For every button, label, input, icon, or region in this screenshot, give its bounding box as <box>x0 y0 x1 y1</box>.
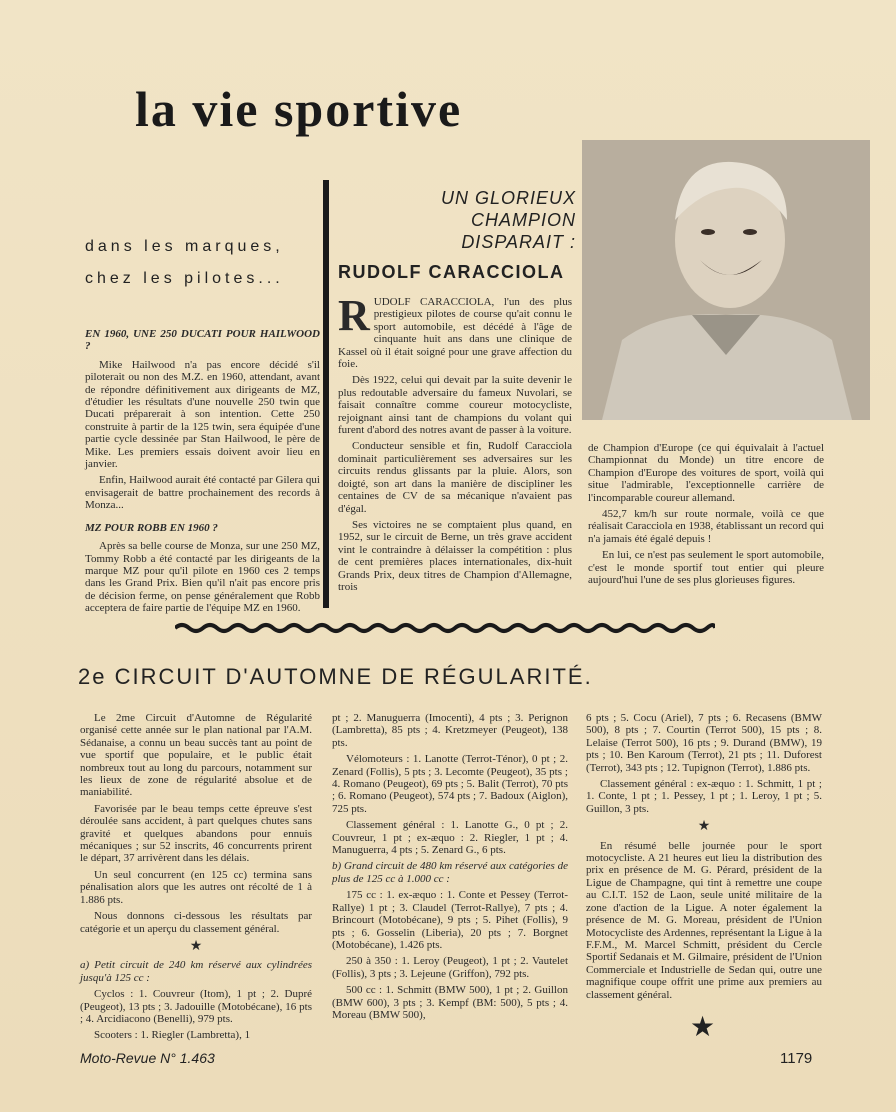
kicker-line: DISPARAIT : <box>461 232 576 252</box>
portrait-illustration <box>582 140 870 420</box>
paragraph: Ses victoires ne se comptaient plus quand, en 1952, sur le circuit de Berne, un très grave accident vint le contraindre à délaisser la compétition : plus de cent premières places internationales, dix-huit Grands Prix, deux titres de Champion d'Allemagne, trois <box>338 518 572 593</box>
paragraph: Dès 1922, celui qui devait par la suite devenir le plus redoutable adversaire du fameux Nuvolari, se faisait connaître comme coureur motocycliste, rejoignant ainsi tant de champions du volant qui furent d'abord des notres avant de passer à la voiture. <box>338 374 572 437</box>
decorative-wave-rule <box>175 620 715 636</box>
magazine-issue: Moto-Revue N° 1.463 <box>80 1050 215 1066</box>
paragraph: Favorisée par le beau temps cette épreuve s'est déroulée sans accident, à part quelques chutes sans gravité et quelques abandons pour ennuis mécaniques ; sur 52 inscrits, 46 concurrents prirent le départ, 37 arrivèrent dans les délais. <box>80 802 312 865</box>
paragraph: Nous donnons ci-dessous les résultats par catégorie et un aperçu du classement général. <box>80 910 312 935</box>
paragraph: Conducteur sensible et fin, Rudolf Caracciola dominait particulièrement ses adversaires sur les circuits rendus glissants par la pluie. Alors, son doigté, son art dans la manière de discipliner les centaines de CV de sa mécanique n'avaient pas d'égal. <box>338 440 572 515</box>
paragraph: Cyclos : 1. Couvreur (Itom), 1 pt ; 2. Dupré (Peugeot), 13 pts ; 3. Jadouille (Motobécane), 16 pts ; 4. Arcidiacono (Benelli), 979 pts. <box>80 988 312 1025</box>
kicker-line: CHAMPION <box>470 210 576 230</box>
paragraph-text: UDOLF CARACCIOLA, l'un des plus prestigieux pilotes de course qu'ait connu le sport automobile, est décédé à l'âge de cinquante huit ans dans une clinique de Kassel où il était soigné pour une grave affection du foie. <box>338 296 572 371</box>
paragraph: a) Petit circuit de 240 km réservé aux cylindrées jusqu'à 125 cc : <box>80 959 312 984</box>
paragraph: 500 cc : 1. Schmitt (BMW 500), 1 pt ; 2. Guillon (BMW 600), 3 pts ; 3. Kempf (BM: 500), 5 pts ; 4. Moreau (BMW 500), <box>332 984 568 1021</box>
paragraph: pt ; 2. Manuguerra (Imocenti), 4 pts ; 3. Perignon (Lambretta), 85 pts ; 4. Kretzmeyer (Peugeot), 138 pts. <box>332 712 568 749</box>
paragraph: Classement général : ex-æquo : 1. Schmitt, 1 pt ; 1. Conte, 1 pt ; 1. Pessey, 1 pt ; 1. Leroy, 1 pt ; 5. Guillon, 3 pts. <box>586 778 822 815</box>
star-icon: ★ <box>697 819 711 835</box>
circuit-column-3 <box>586 712 822 1005</box>
paragraph: En lui, ce n'est pas seulement le sport automobile, c'est le monde sportif tout entier qui pleure aujourd'hui l'une de ses plus glorieuses figures. <box>588 549 824 587</box>
circuit-column-1 <box>80 712 312 1046</box>
paragraph: 175 cc : 1. ex-æquo : 1. Conte et Pessey (Terrot-Rallye) 1 pt ; 3. Claudel (Terrot-Rallye), 7 pts ; 4. Brincourt (Motobécane), 9 pts ; 5. Pihet (Follis), 9 pts ; 6. Gosselin (Liberia), 20 pts ; 7. Borgnet (Motobécane), 1.426 pts. <box>332 889 568 951</box>
page-number: 1179 <box>780 1050 813 1067</box>
star-icon: ★ <box>189 938 203 954</box>
paragraph: Un seul concurrent (en 125 cc) termina sans pénalisation alors que les autres ont récolté de 1 à 1.886 pts. <box>80 868 312 906</box>
large-star-icon: ★ <box>690 1012 716 1043</box>
drop-cap: R <box>338 291 370 340</box>
subhead-line-2: chez les pilotes... <box>85 270 284 287</box>
paragraph: Enfin, Hailwood aurait été contacté par Gilera qui envisagerait de battre prochainement des records à Monza... <box>85 474 320 512</box>
paragraph: b) Grand circuit de 480 km réservé aux catégories de plus de 125 cc à 1.000 cc : <box>332 860 568 885</box>
paragraph: Scooters : 1. Riegler (Lambretta), 1 <box>94 1029 251 1042</box>
caracciola-photo <box>582 140 870 420</box>
feature-column-1 <box>338 291 572 597</box>
paragraph: Après sa belle course de Monza, sur une 250 MZ, Tommy Robb a été contacté par les dirigeants de la marque MZ pour qu'il pilote en 1960 ces 2 temps dans les Grand Prix. Bien qu'il n'ait pas encore pris de décision ferme, on pense généralement que Robb acceptera de faire partie de l'équipe MZ en 1960. <box>85 540 320 615</box>
page-headline: la vie sportive <box>135 81 463 137</box>
paragraph <box>338 291 572 371</box>
paragraph: En résumé belle journée pour le sport motocycliste. A 21 heures eut lieu la distribution des prix en présence de M. G. Pérard, président de la Ligue de Champagne, qui tint à remettre une coupe au C.I.T. 152 de Laon, seule unité militaire de la zone d'action de la Ligue. A noter également la présence de M. G. Moreau, président de l'Union Motocycliste des Ardennes, représentant la Ligue à la F.F.M., M. Marcel Schmitt, président du Cercle Sportif Sedanais et M. Gilmaire, président de l'Union Commerciale et Industrielle de Sedan qui, outre une magnifique coupe offrit une prime aux premiers au classement général. <box>586 839 822 1001</box>
paragraph: 250 à 350 : 1. Leroy (Peugeot), 1 pt ; 2. Vautelet (Follis), 3 pts ; 3. Lejeune (Griffon), 792 pts. <box>332 955 568 980</box>
circuit-title: 2e CIRCUIT D'AUTOMNE DE RÉGULARITÉ. <box>78 664 593 689</box>
circuit-column-2 <box>332 712 568 1025</box>
paragraph: Mike Hailwood n'a pas encore décidé s'il piloterait ou non des M.Z. en 1960, attendant, avant de répondre définitivement aux dirigeants de MZ, d'étudier les résultats d'une nouvelle 250 twin que Ducati préparerait à son intention. Cette 250 construite à partir de la 125 twin, sera équipée d'une partie cycle dessinée par Stan Hailwood, le père de Mike. Les premiers essais doivent avoir lieu en janvier. <box>85 358 320 471</box>
column-divider <box>323 180 329 608</box>
feature-kicker <box>441 187 576 253</box>
paragraph: de Champion d'Europe (ce qui équivalait à l'actuel Championnat du Monde) un titre encore de Champion d'Europe des voitures de sport, voilà qui situe l'admirable, l'exceptionnelle carrière de l'incomparable coureur allemand. <box>588 442 824 504</box>
paragraph: Classement général : 1. Lanotte G., 0 pt ; 2. Couvreur, 1 pt ; ex-æquo : 2. Riegler, 1 pt ; 4. Manuguerra, 4 pts ; 5. Zenard G., 6 pts. <box>332 819 568 857</box>
kicker-line: UN GLORIEUX <box>440 188 576 208</box>
paragraph: Le 2me Circuit d'Automne de Régularité organisé cette année sur le plan national par l'A.M. Sédanaise, a connu un beau succès tant au point de vue sportif que populaire, et le public était nombreux tout au long du parcours, notamment sur les lieux de zone de régularité absolue et de maniabilité. <box>80 712 312 799</box>
feature-column-2 <box>588 442 824 590</box>
section-title: MZ POUR ROBB EN 1960 ? <box>85 521 218 534</box>
feature-name: RUDOLF CARACCIOLA <box>338 262 565 282</box>
section-title: EN 1960, UNE 250 DUCATI POUR HAILWOOD ? <box>85 328 320 353</box>
paragraph: 6 pts ; 5. Cocu (Ariel), 7 pts ; 6. Recasens (BMW 500), 8 pts ; 7. Courtin (Terrot 500), 15 pts ; 8. Lelaise (Terrot 500), 16 pts ; 9. Durand (BMW), 19 pts ; 10. Ben Karoum (Terrot), 21 pts ; 11. Duforest (Terrot), 343 pts ; 12. Tupignon (Terrot), 1.886 pts. <box>586 712 822 774</box>
subhead-line-1: dans les marques, <box>85 238 284 255</box>
paragraph: 452,7 km/h sur route normale, voilà ce que réalisait Caracciola en 1938, établissant un record qui n'a jamais été égalé depuis ! <box>588 508 824 545</box>
left-column <box>85 318 320 619</box>
paragraph: Vélomoteurs : 1. Lanotte (Terrot-Ténor), 0 pt ; 2. Zenard (Follis), 5 pts ; 3. Lecomte (Peugeot), 35 pts ; 4. Romano (Peugeot), 69 pts ; 5. Balit (Terrot), 70 pts ; 6. Romano (Peugeot), 574 pts ; 7. Badoux (Aiglon), 725 pts. <box>332 753 568 815</box>
